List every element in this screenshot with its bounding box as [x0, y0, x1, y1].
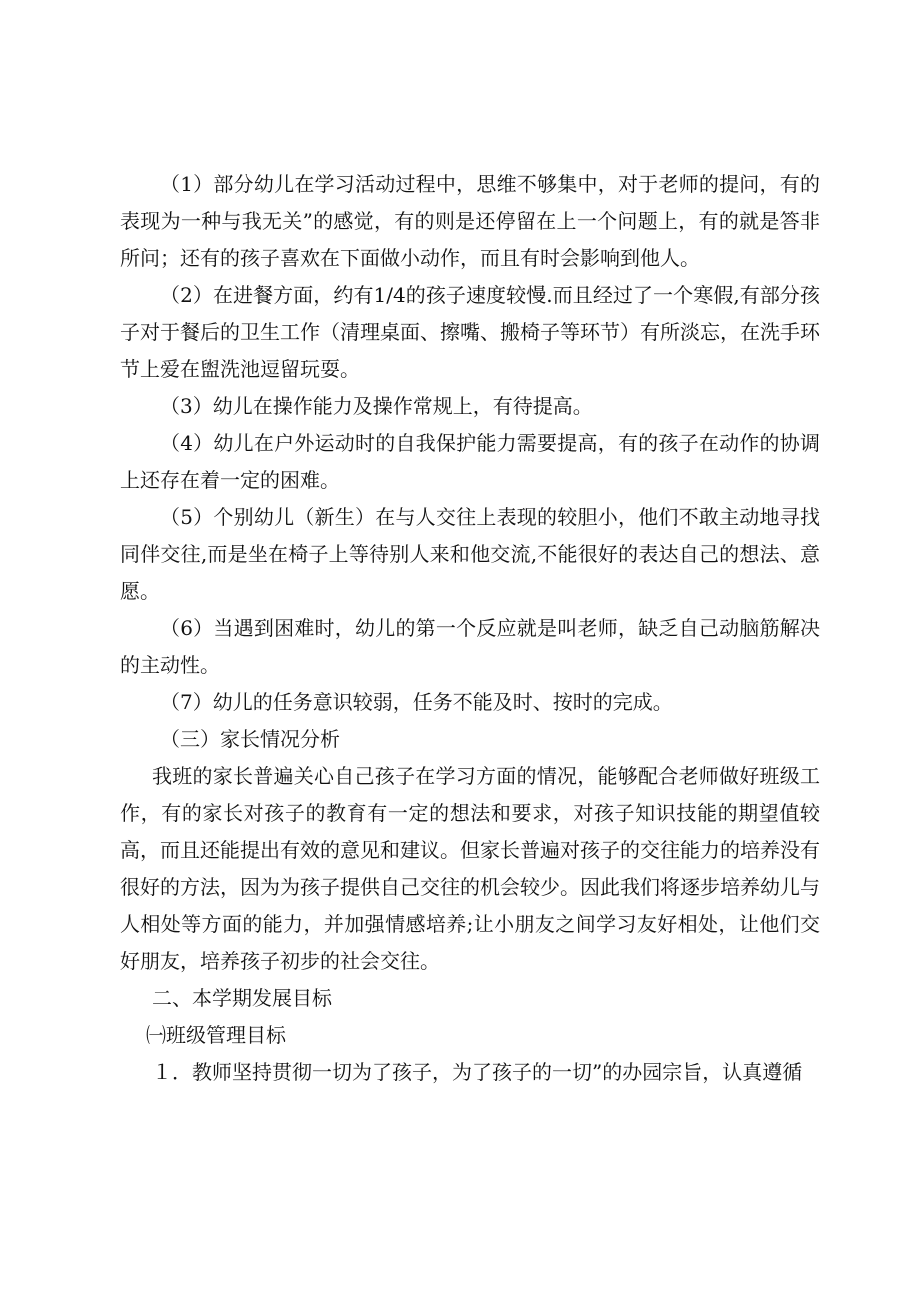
paragraph-item-4: （4）幼儿在户外运动时的自我保护能力需要提高，有的孩子在动作的协调上还存在着一定的困难。 [120, 431, 820, 492]
paragraph-item-6: （6）当遇到困难时，幼儿的第一个反应就是叫老师，缺乏自己动脑筋解决的主动性。 [120, 616, 820, 677]
paragraph-item-2: （2）在进餐方面，约有1/4的孩子速度较慢.而且经过了一个寒假,有部分孩子对于餐后的卫生工作（清理桌面、擦嘴、搬椅子等环节）有所淡忘，在洗手环节上爱在盥洗池逗留玩耍。 [120, 283, 820, 381]
paragraph-item-3: （3）幼儿在操作能力及操作常规上，有待提高。 [160, 394, 593, 418]
section-heading-parent-analysis: （三）家长情况分析 [160, 727, 340, 751]
subheading-class-management-goals: ㈠班级管理目标 [146, 1023, 286, 1047]
paragraph-goal-1: １．教师坚持贯彻一切为了孩子，为了孩子的一切”的办园宗旨，认真遵循 [152, 1060, 803, 1084]
document-body [120, 166, 820, 1091]
section-heading-semester-goals: 二、本学期发展目标 [152, 986, 332, 1010]
paragraph-parent-analysis: 我班的家长普遍关心自己孩子在学习方面的情况，能够配合老师做好班级工作，有的家长对孩子的教育有一定的想法和要求，对孩子知识技能的期望值较高，而且还能提出有效的意见和建议。但家长普遍对孩子的交往能力的培养没有很好的方法，因为为孩子提供自己交往的机会较少。因此我们将逐步培养幼儿与人相处等方面的能力，并加强情感培养;让小朋友之间学习友好相处，让他们交好朋友，培养孩子初步的社会交往。 [120, 764, 820, 973]
paragraph-item-1: （1）部分幼儿在学习活动过程中，思维不够集中，对于老师的提问，有的表现为一种与我无关”的感觉，有的则是还停留在上一个问题上，有的就是答非所问；还有的孩子喜欢在下面做小动作，而且有时会影响到他人。 [120, 172, 820, 270]
paragraph-item-5: （5）个别幼儿（新生）在与人交往上表现的较胆小，他们不敢主动地寻找同伴交往,而是坐在椅子上等待别人来和他交流,不能很好的表达自己的想法、意愿。 [120, 505, 820, 603]
paragraph-item-7: （7）幼儿的任务意识较弱，任务不能及时、按时的完成。 [160, 690, 673, 714]
